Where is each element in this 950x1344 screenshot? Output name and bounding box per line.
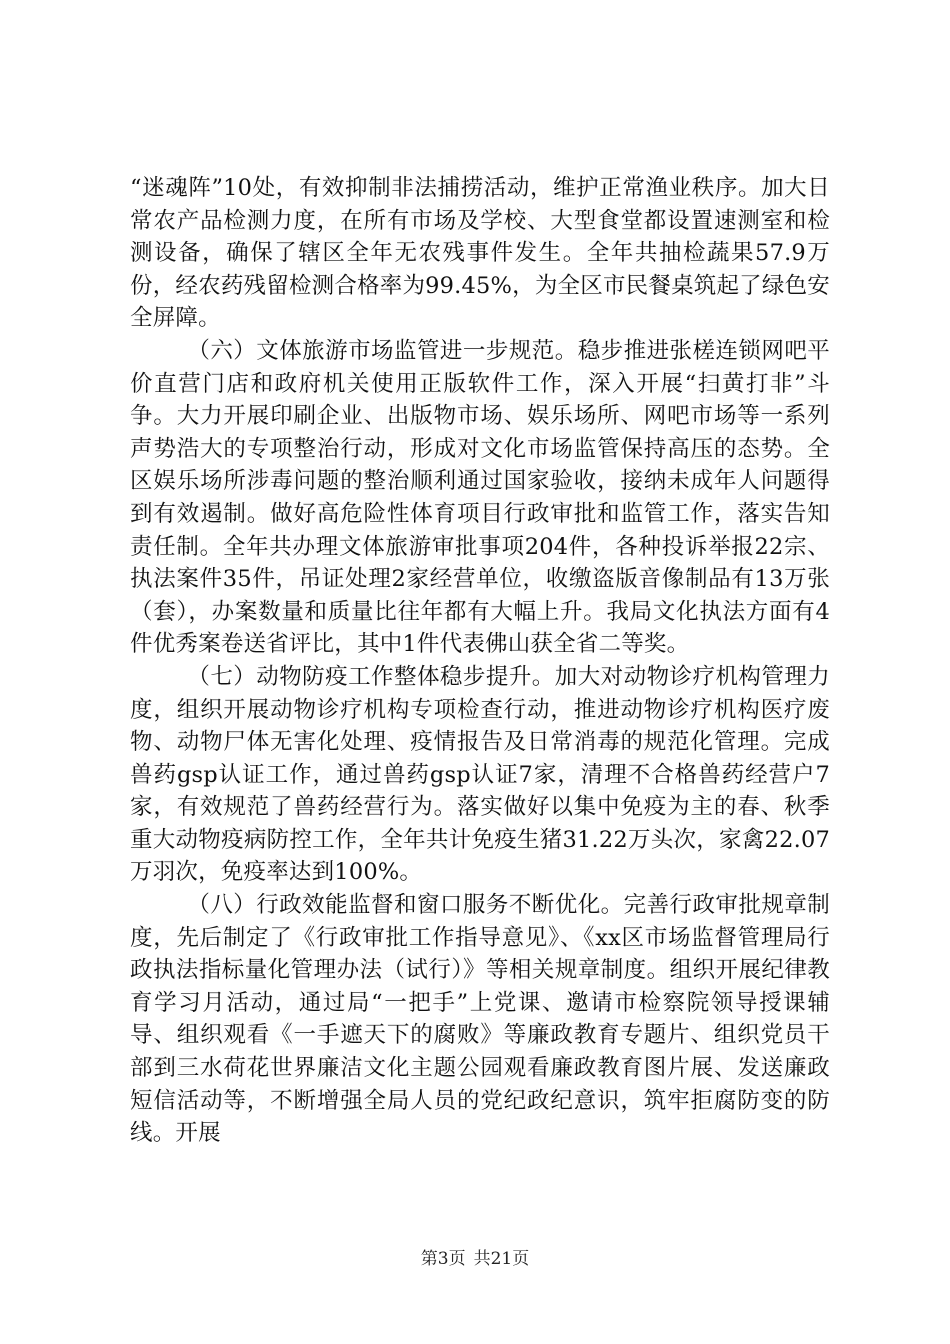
document-body xyxy=(130,172,830,1150)
page-number-current: 第3页 xyxy=(420,1249,466,1269)
page-number-total: 共21页 xyxy=(473,1249,530,1269)
paragraph-section-7: （七）动物防疫工作整体稳步提升。加大对动物诊疗机构管理力度，组织开展动物诊疗机构专项检查行动，推进动物诊疗机构医疗废物、动物尸体无害化处理、疫情报告及日常消毒的规范化管理。完成兽药gsp认证工作，通过兽药gsp认证7家，清理不合格兽药经营户7家，有效规范了兽药经营行为。落实做好以集中免疫为主的春、秋季重大动物疫病防控工作，全年共计免疫生猪31.22万头次，家禽22.07万羽次，免疫率达到100%。 xyxy=(130,663,830,886)
paragraph-section-8: （八）行政效能监督和窗口服务不断优化。完善行政审批规章制度，先后制定了《行政审批工作指导意见》、《xx区市场监督管理局行政执法指标量化管理办法（试行）》等相关规章制度。组织开展纪律教育学习月活动，通过局“一把手”上党课、邀请市检察院领导授课辅导、组织观看《一手遮天下的腐败》等廉政教育专题片、组织党员干部到三水荷花世界廉洁文化主题公园观看廉政教育图片展、发送廉政短信活动等，不断增强全局人员的党纪政纪意识，筑牢拒腐防变的防线。开展 xyxy=(130,892,830,1147)
paragraph-section-6: （六）文体旅游市场监管进一步规范。稳步推进张槎连锁网吧平价直营门店和政府机关使用正版软件工作，深入开展“扫黄打非”斗争。大力开展印刷企业、出版物市场、娱乐场所、网吧市场等一系列声势浩大的专项整治行动，形成对文化市场监管保持高压的态势。全区娱乐场所涉毒问题的整治顺利通过国家验收，接纳未成年人问题得到有效遏制。做好高危险性体育项目行政审批和监管工作，落实告知责任制。全年共办理文体旅游审批事项204件，各种投诉举报22宗、执法案件35件，吊证处理2家经营单位，收缴盗版音像制品有13万张（套），办案数量和质量比往年都有大幅上升。我局文化执法方面有4件优秀案卷送省评比，其中1件代表佛山获全省二等奖。 xyxy=(130,337,830,658)
page-footer xyxy=(0,1244,950,1269)
paragraph-continued: “迷魂阵”10处，有效抑制非法捕捞活动，维护正常渔业秩序。加大日常农产品检测力度，在所有市场及学校、大型食堂都设置速测室和检测设备，确保了辖区全年无农残事件发生。全年共抽检蔬果57.9万份，经农药残留检测合格率为99.45%，为全区市民餐桌筑起了绿色安全屏障。 xyxy=(130,175,830,332)
